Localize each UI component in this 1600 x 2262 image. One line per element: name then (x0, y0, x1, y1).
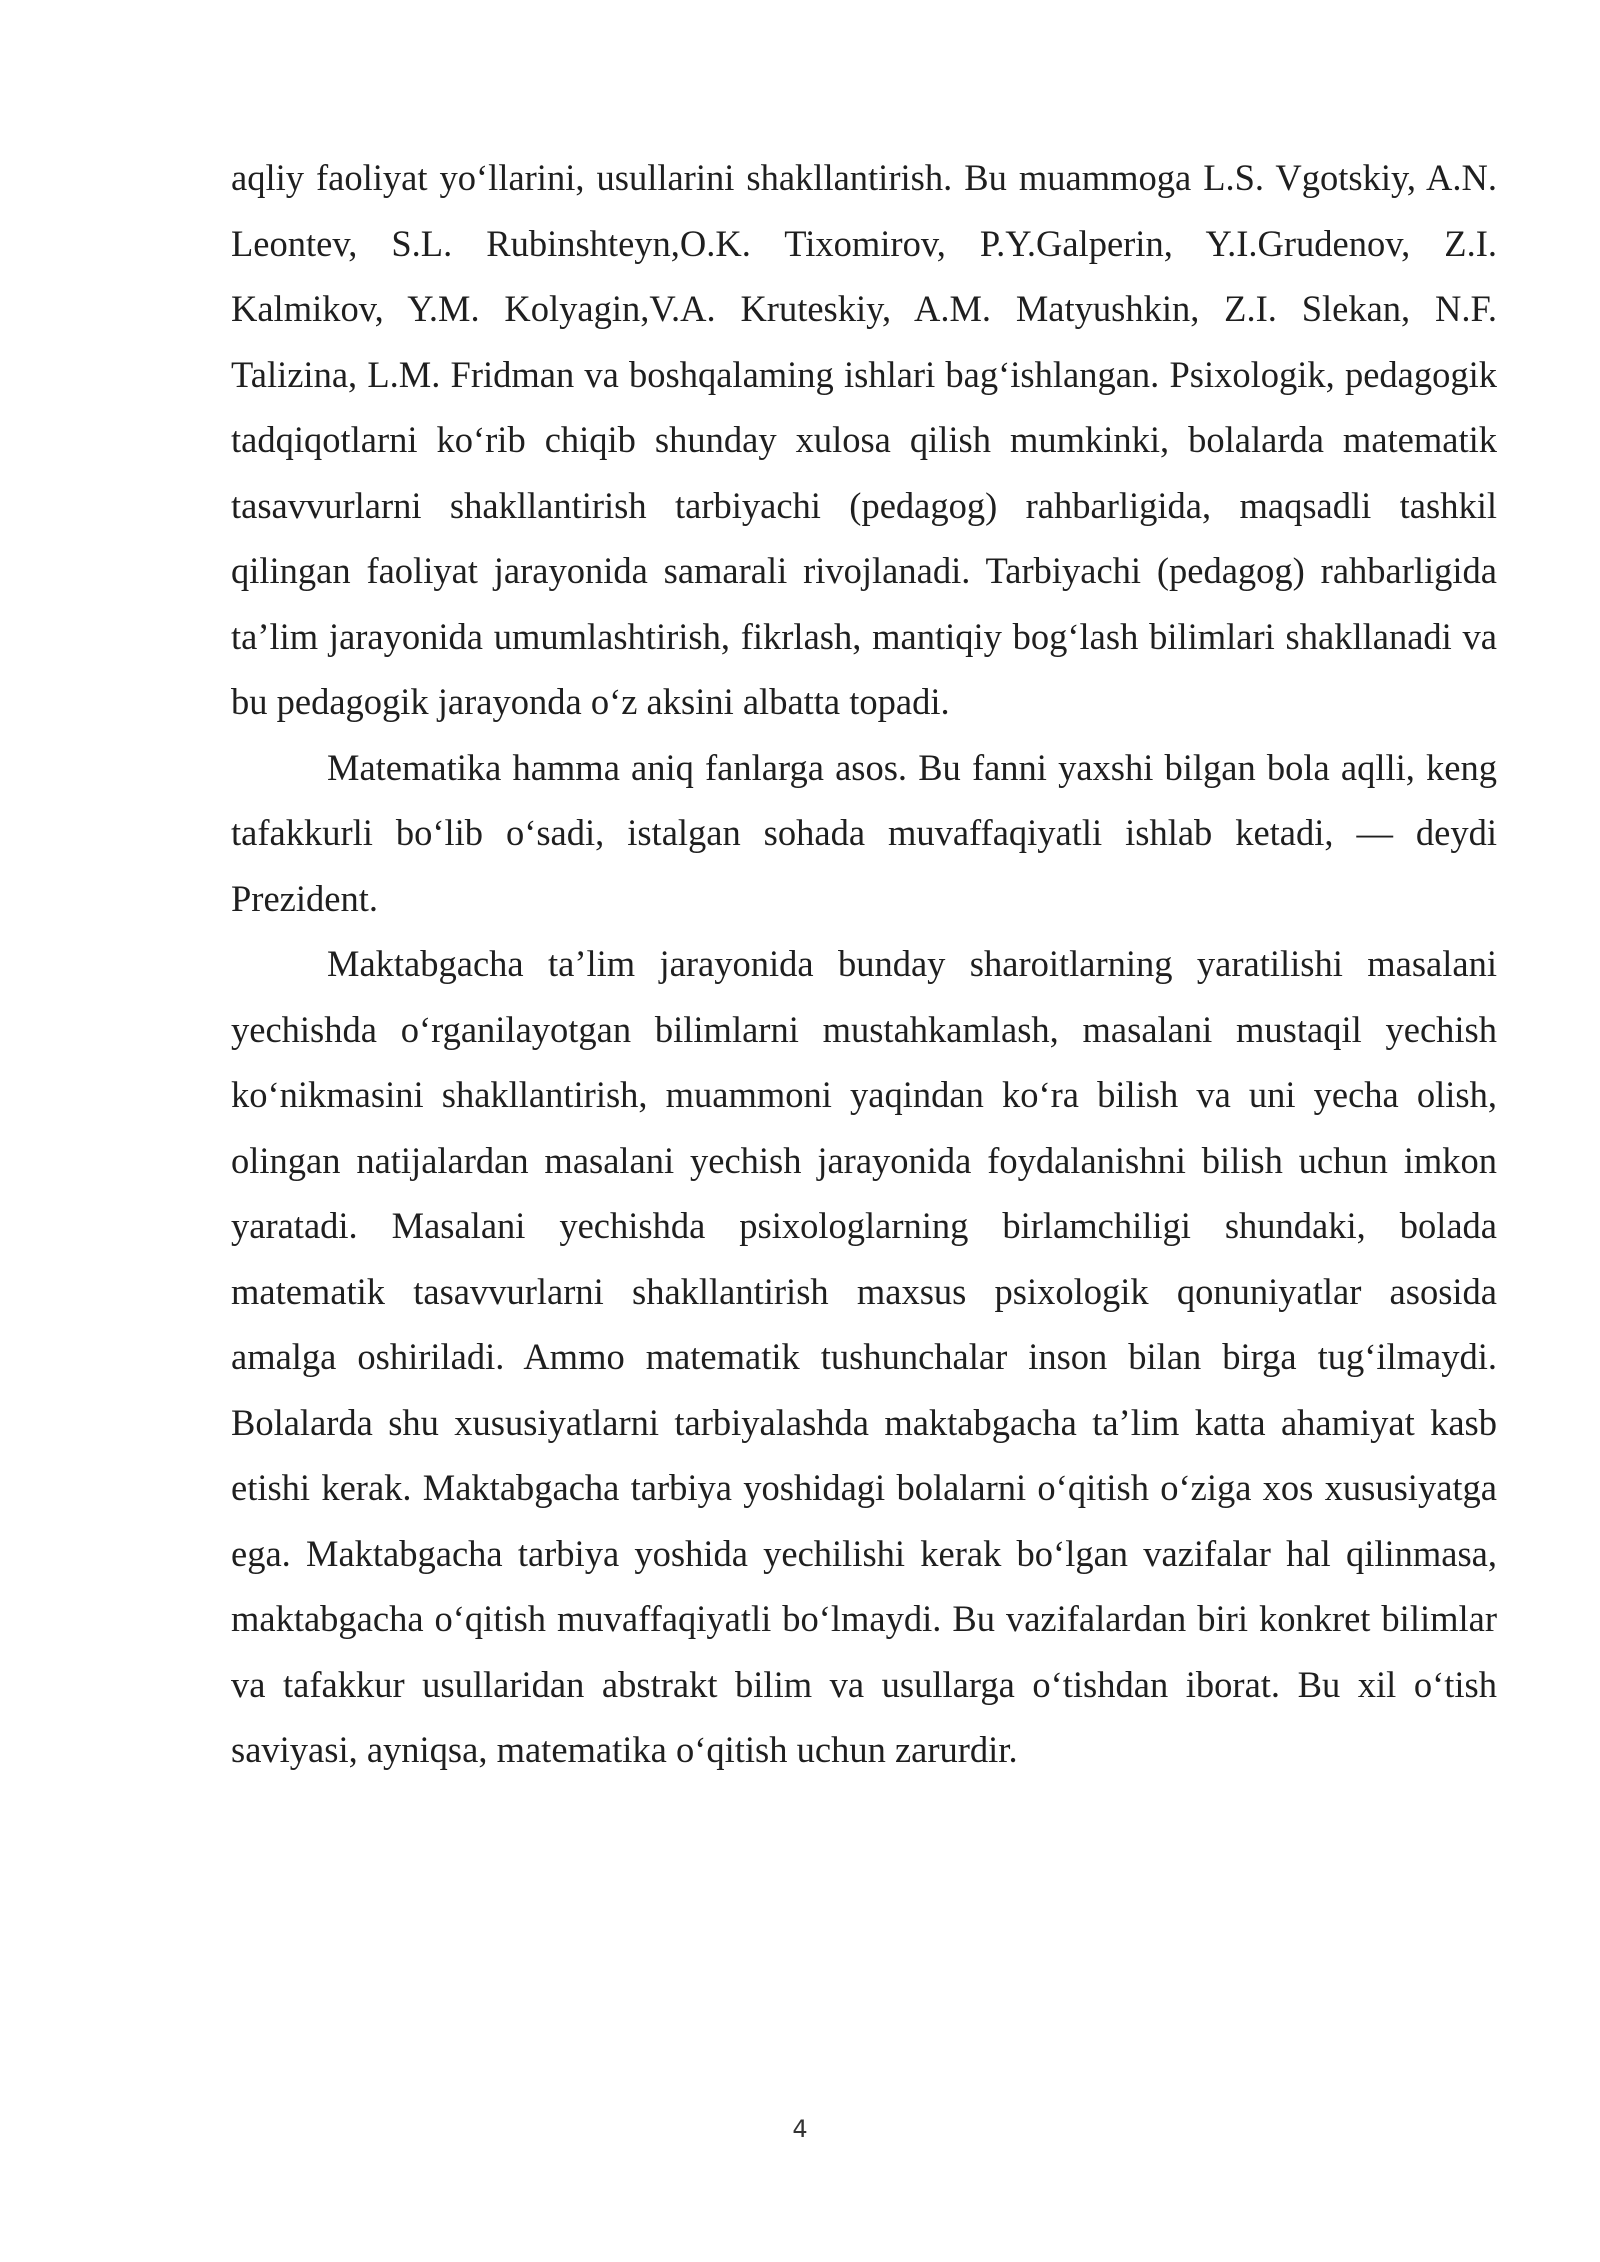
page-number: 4 (792, 2115, 808, 2143)
paragraph-president-quote: Matematika hamma aniq fanlarga asos. Bu fanni yaxshi bilgan bola aqlli, keng tafakkurli bo‘lib o‘sadi, istalgan sohada muvaffaqiyatli ishlab ketadi, — deydi Prezident. (231, 746, 1497, 919)
paragraph-preschool-education: Maktabgacha ta’lim jarayonida bunday sharoitlarning yaratilishi masalani yechishda o‘rganilayotgan bilimlarni mustahkamlash, masalani mustaqil yechish ko‘nikmasini shakllantirish, muammoni yaqindan ko‘ra bilish va uni yecha olish, olingan natijalardan masalani yechish jarayonida foydalanishni bilish uchun imkon yaratadi. Masalani yechishda psixologlarning birlamchiligi shundaki, bolada matematik tasavvurlarni shakllantirish maxsus psixologik qonuniyatlar asosida amalga oshiriladi. Ammo matematik tushunchalar inson bilan birga tug‘ilmaydi. Bolalarda shu xususiyatlarni tarbiyalashda maktabgacha ta’lim katta ahamiyat kasb etishi kerak. Maktabgacha tarbiya yoshidagi bolalarni o‘qitish o‘ziga xos xususiyatga ega. Maktabgacha tarbiya yoshida yechilishi kerak bo‘lgan vazifalar hal qilinmasa, maktabgacha o‘qitish muvaffaqiyatli bo‘lmaydi. Bu vazifalardan biri konkret bilimlar va tafakkur usullaridan abstrakt bilim va usullarga o‘tishdan iborat. Bu xil o‘tish saviyasi, ayniqsa, matematika o‘qitish uchun zarurdir. (231, 943, 1497, 1770)
page-body (231, 145, 1497, 1783)
paragraph-continuation: aqliy faoliyat yo‘llarini, usullarini shakllantirish. Bu muammoga L.S. Vgotskiy, A.N. Leontev, S.L. Rubinshteyn,O.K. Tixomirov, P.Y.Galperin, Y.I.Grudenov, Z.I. Kalmikov, Y.M. Kolyagin,V.A. Kruteskiy, A.M. Matyushkin, Z.I. Slekan, N.F. Talizina, L.M. Fridman va boshqalaming ishlari bag‘ishlangan. Psixologik, pedagogik tadqiqotlarni ko‘rib chiqib shunday xulosa qilish mumkinki, bolalarda matematik tasavvurlarni shakllantirish tarbiyachi (pedagog) rahbarligida, maqsadli tashkil qilingan faoliyat jarayonida samarali rivojlanadi. Tarbiyachi (pedagog) rahbarligida ta’lim jarayonida umumlashtirish, fikrlash, mantiqiy bog‘lash bilimlari shakllanadi va bu pedagogik jarayonda o‘z aksini albatta topadi. (231, 157, 1497, 722)
